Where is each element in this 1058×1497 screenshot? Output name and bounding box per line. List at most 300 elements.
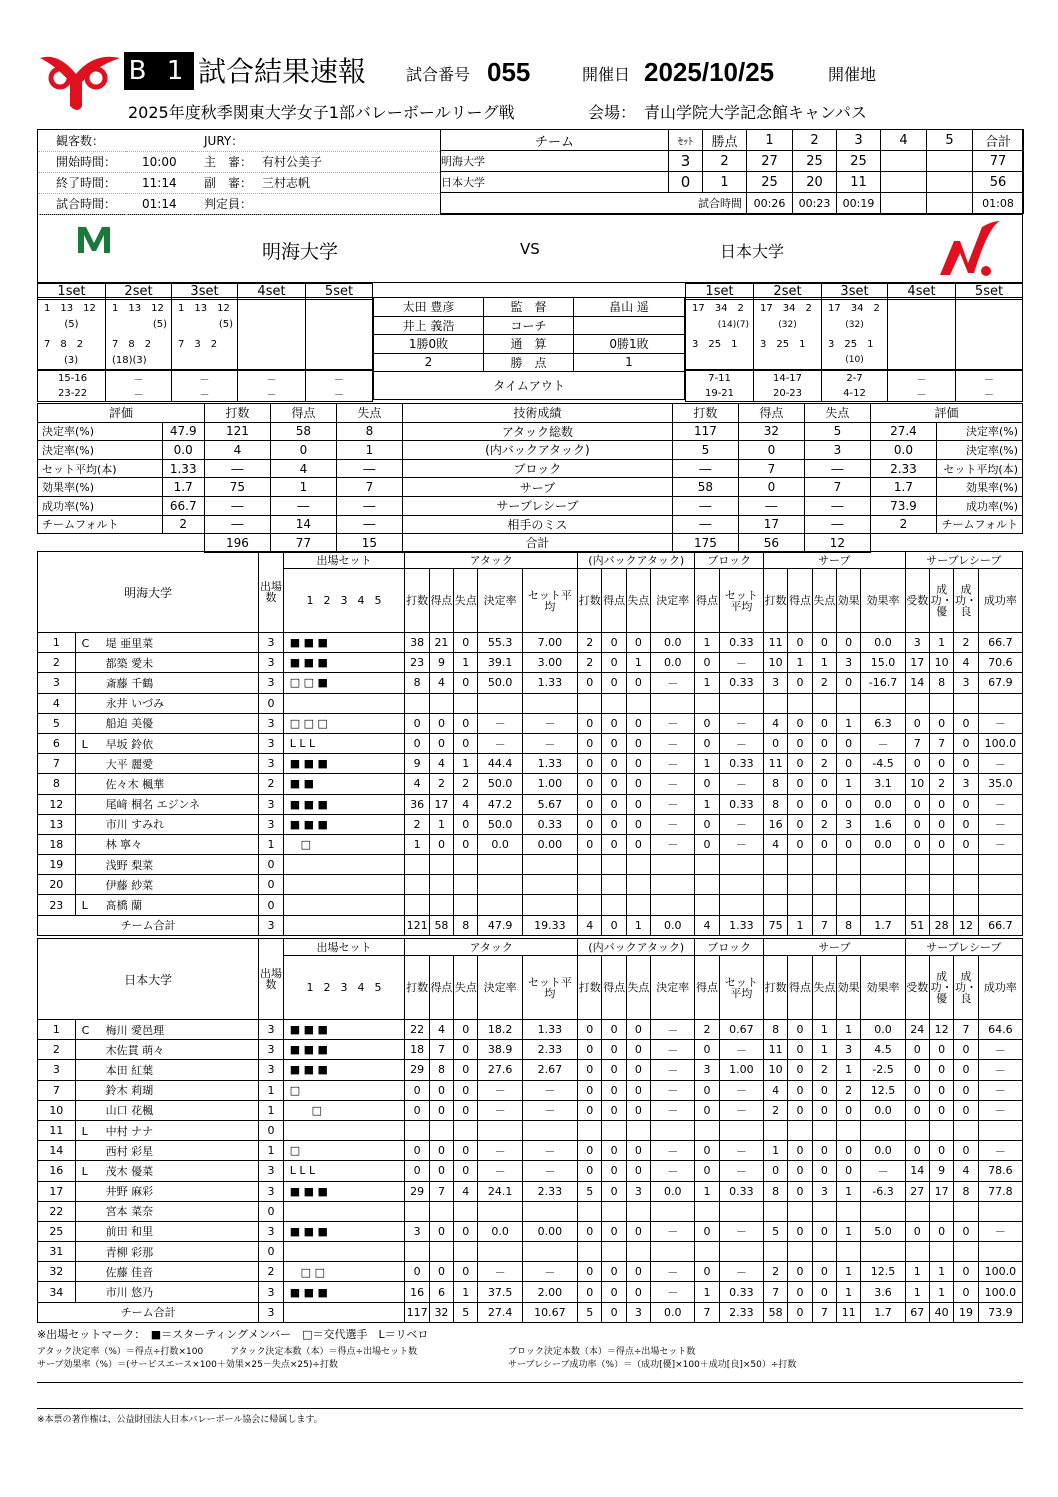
- timeout-score: －: [238, 371, 306, 387]
- stat-value: [405, 875, 429, 895]
- stat-value: 0: [454, 1100, 478, 1120]
- stat-value: 2: [763, 1262, 787, 1282]
- stat-value: [978, 1120, 1022, 1140]
- stat-value: 117: [405, 1302, 429, 1322]
- appear-header: 出場数: [259, 939, 283, 1020]
- set-number: 5: [374, 981, 382, 994]
- stat-value: －: [478, 1141, 522, 1161]
- player-number: 4: [38, 693, 76, 713]
- stat-value: [454, 1242, 478, 1262]
- stat-value: 1: [695, 1282, 719, 1302]
- set-header: ｾｯﾄ: [669, 130, 703, 151]
- stat-value: 0: [812, 834, 836, 854]
- stat-value: －: [719, 1100, 763, 1120]
- stat-value: 0: [454, 1141, 478, 1161]
- stat-value: 67: [905, 1302, 929, 1322]
- stat-value: 0: [626, 1262, 650, 1282]
- stat-value: 18.2: [478, 1020, 522, 1040]
- stat-value: 0: [763, 733, 787, 753]
- stat-value: 0: [602, 1020, 626, 1040]
- stat-value: [763, 693, 787, 713]
- stat-value: 3: [905, 633, 929, 653]
- player-name-text: 斎藤 千鶴: [105, 676, 154, 690]
- player-number: 17: [38, 1181, 76, 1201]
- eval-value: 73.9: [870, 496, 936, 515]
- set-number: 3: [340, 594, 348, 607]
- stat-value: [905, 855, 929, 875]
- stat-value: 0: [626, 1040, 650, 1060]
- eval-label: セット平均(本): [936, 459, 1022, 478]
- stat-value: 0.0: [861, 1020, 905, 1040]
- eval-value: 1.33: [162, 459, 204, 478]
- stat-value: [626, 1201, 650, 1221]
- stat-value: 0: [578, 1020, 602, 1040]
- staff-table: [373, 297, 685, 400]
- stat-value: 18: [405, 1040, 429, 1060]
- player-name: [75, 1221, 259, 1241]
- stat-value: ―: [672, 515, 738, 534]
- set-number: 3: [340, 981, 348, 994]
- stat-value: 17: [429, 794, 453, 814]
- stat-value: 0: [405, 1100, 429, 1120]
- evaluation-table: [37, 403, 1023, 553]
- stat-value: [454, 693, 478, 713]
- stat-value: 9: [429, 653, 453, 673]
- stat-value: 15.0: [861, 653, 905, 673]
- stat-value: 4: [429, 1020, 453, 1040]
- stat-value: -16.7: [861, 673, 905, 693]
- stat-header: 打数: [763, 956, 787, 1020]
- stat-value: －: [522, 1262, 577, 1282]
- stat-value: －: [522, 1100, 577, 1120]
- stat-value: [626, 875, 650, 895]
- stat-value: 0: [905, 713, 929, 733]
- stat-value: 12: [954, 915, 978, 935]
- stat-value: 5: [578, 1302, 602, 1322]
- stat-value: [763, 1120, 787, 1140]
- stat-value: 0.33: [719, 673, 763, 693]
- timeout-score: 15-16: [38, 371, 106, 387]
- stat-value: 0: [954, 834, 978, 854]
- stat-value: ―: [738, 496, 804, 515]
- stat-header: 決定率: [478, 569, 522, 633]
- stat-value: 0: [695, 733, 719, 753]
- appear-count: 0: [259, 895, 283, 915]
- stat-value: 58: [270, 422, 336, 441]
- stat-value: 16: [763, 814, 787, 834]
- stat-value: 4: [204, 441, 270, 460]
- attempts-header: 打数: [672, 404, 738, 423]
- stat-value: 0.0: [861, 1100, 905, 1120]
- asst-coach-label: コーチ: [484, 316, 574, 335]
- points-away: 1: [574, 353, 685, 372]
- stat-value: 7: [812, 1302, 836, 1322]
- set-marks: □ □ □: [283, 713, 405, 733]
- stat-value: [788, 875, 812, 895]
- stat-value: 6.3: [861, 713, 905, 733]
- player-name-text: 堤 亜里菜: [105, 636, 154, 650]
- stat-value: 11: [763, 633, 787, 653]
- rotation: (18)(3): [106, 352, 172, 370]
- stat-value: －: [651, 1161, 695, 1181]
- hall-label: 会場：: [588, 103, 637, 122]
- eval-value: [870, 534, 936, 553]
- player-name: [75, 1060, 259, 1080]
- player-name-text: 茂木 優菜: [105, 1164, 154, 1178]
- stat-value: －: [651, 834, 695, 854]
- stat-value: 0: [602, 1282, 626, 1302]
- stat-value: -2.5: [861, 1060, 905, 1080]
- attack-header: アタック: [405, 552, 578, 569]
- stat-value: [626, 693, 650, 713]
- stat-value: [929, 1201, 953, 1221]
- set-marks: ■ ■: [283, 774, 405, 794]
- team-header: チーム: [441, 130, 669, 151]
- stat-value: 2: [812, 673, 836, 693]
- stat-value: 1.7: [861, 915, 905, 935]
- stat-value: 66.7: [978, 915, 1022, 935]
- stat-value: 1.33: [522, 673, 577, 693]
- stat-value: [651, 1242, 695, 1262]
- rotation: (14)(7): [686, 316, 754, 334]
- stat-value: 12.5: [861, 1262, 905, 1282]
- team-name: 日本大学: [441, 172, 669, 193]
- stat-value: 0: [578, 1080, 602, 1100]
- player-name-text: 浅野 梨菜: [105, 858, 154, 872]
- stat-value: 0: [837, 834, 861, 854]
- team-total-label: チーム合計: [38, 1302, 259, 1322]
- stat-value: 0: [905, 814, 929, 834]
- stat-value: 9: [929, 1161, 953, 1181]
- stat-header: 効果: [837, 956, 861, 1020]
- stat-value: －: [719, 1141, 763, 1161]
- stat-value: 2.33: [522, 1040, 577, 1060]
- stat-value: －: [478, 1100, 522, 1120]
- stat-value: －: [978, 713, 1022, 733]
- match-date: 2025/10/25: [644, 57, 775, 87]
- stat-value: 1: [837, 1221, 861, 1241]
- stat-value: 0: [954, 1141, 978, 1161]
- stat-value: [454, 1201, 478, 1221]
- timeout-score: －: [172, 386, 238, 402]
- player-name: [75, 895, 259, 915]
- stat-value: [405, 1201, 429, 1221]
- stat-value: 0: [602, 774, 626, 794]
- timeout-score: －: [172, 371, 238, 387]
- stat-value: －: [478, 1262, 522, 1282]
- away-team-name: 日本大学: [720, 242, 785, 261]
- stat-value: [763, 1201, 787, 1221]
- record-home: 1勝0敗: [374, 335, 484, 354]
- stat-value: 4: [429, 673, 453, 693]
- stat-value: [651, 855, 695, 875]
- stat-value: [522, 875, 577, 895]
- stat-value: [954, 1242, 978, 1262]
- stat-value: 0: [578, 754, 602, 774]
- appear-count: 3: [259, 713, 283, 733]
- stat-value: 4.5: [861, 1040, 905, 1060]
- stat-value: 1: [929, 1282, 953, 1302]
- stat-value: 0: [454, 1020, 478, 1040]
- stat-value: 67.9: [978, 673, 1022, 693]
- stat-value: 22: [405, 1020, 429, 1040]
- stat-value: －: [978, 834, 1022, 854]
- stat-value: 0: [578, 1100, 602, 1120]
- stat-value: 2: [454, 774, 478, 794]
- referee1: 有村公美子: [262, 151, 440, 172]
- stat-value: 0.0: [651, 653, 695, 673]
- timeout-score: －: [238, 386, 306, 402]
- stat-value: ―: [336, 496, 402, 515]
- stat-value: [602, 875, 626, 895]
- stat-value: [861, 875, 905, 895]
- stat-value: 0: [788, 1080, 812, 1100]
- stat-value: [978, 855, 1022, 875]
- player-number: 32: [38, 1262, 76, 1282]
- stat-value: 0: [602, 1100, 626, 1120]
- set2-header: 2: [793, 130, 837, 151]
- stat-value: 28: [929, 915, 953, 935]
- stat-value: [861, 855, 905, 875]
- stat-value: 3.6: [861, 1282, 905, 1302]
- player-name: [75, 713, 259, 733]
- duration-label: 試合時間：: [38, 193, 126, 214]
- player-name: [75, 1161, 259, 1181]
- stat-value: 196: [204, 534, 270, 553]
- stat-value: 0: [954, 1080, 978, 1100]
- duration: 01:14: [126, 193, 192, 214]
- stat-value: [602, 1120, 626, 1140]
- team-total-label: チーム合計: [38, 915, 259, 935]
- stat-value: 0.00: [522, 834, 577, 854]
- stat-value: 0: [626, 834, 650, 854]
- stat-value: 0: [905, 1100, 929, 1120]
- set-numbers: [283, 569, 405, 633]
- stat-value: 5.0: [861, 1221, 905, 1241]
- stat-value: 12: [804, 534, 870, 553]
- stat-value: [429, 855, 453, 875]
- eval-label: 決定率(%): [936, 441, 1022, 460]
- stat-value: [478, 1242, 522, 1262]
- stat-header: 失点: [454, 956, 478, 1020]
- player-name-text: 尾﨑 桐名 エジンネ: [105, 798, 201, 812]
- stat-value: 0.33: [719, 754, 763, 774]
- stat-value: －: [719, 1221, 763, 1241]
- stat-value: －: [651, 1040, 695, 1060]
- stat-value: [602, 693, 626, 713]
- stat-value: [405, 1242, 429, 1262]
- stat-value: 0: [578, 1262, 602, 1282]
- stat-value: －: [651, 1221, 695, 1241]
- stat-value: [954, 1120, 978, 1140]
- stat-value: 0: [954, 1040, 978, 1060]
- stat-value: －: [719, 834, 763, 854]
- player-name: [75, 1080, 259, 1100]
- player-number: 5: [38, 713, 76, 733]
- stat-value: [812, 895, 836, 915]
- stat-value: 0: [602, 1080, 626, 1100]
- stat-value: 1: [695, 754, 719, 774]
- stat-value: 0: [454, 1040, 478, 1060]
- set-marks: ■ ■ ■: [283, 653, 405, 673]
- stat-value: 10: [763, 1060, 787, 1080]
- stat-value: －: [978, 794, 1022, 814]
- stat-value: －: [651, 754, 695, 774]
- set-number: 4: [357, 981, 365, 994]
- jvi-logo-icon: [36, 48, 124, 114]
- set-score: 25: [837, 151, 881, 172]
- stat-value: 24.1: [478, 1181, 522, 1201]
- stat-value: －: [651, 1282, 695, 1302]
- stat-value: [905, 693, 929, 713]
- end-time: 11:14: [126, 172, 192, 193]
- attack-header: アタック: [405, 939, 578, 956]
- stat-value: [929, 855, 953, 875]
- stat-value: 0: [929, 1141, 953, 1161]
- stat-value: 0: [788, 774, 812, 794]
- player-name: [75, 754, 259, 774]
- eval-label: 決定率(%): [936, 422, 1022, 441]
- stat-value: 0: [763, 1161, 787, 1181]
- appear-count: 1: [259, 1080, 283, 1100]
- start-time: 10:00: [126, 151, 192, 172]
- stat-value: 0: [626, 1080, 650, 1100]
- stat-header: 成功率: [978, 569, 1022, 633]
- stat-value: [454, 875, 478, 895]
- appear-count: 3: [259, 673, 283, 693]
- stat-value: 0: [578, 834, 602, 854]
- stat-value: [578, 693, 602, 713]
- stat-header: 決定率: [651, 569, 695, 633]
- stat-value: 4: [454, 1181, 478, 1201]
- stat-value: 1: [837, 1060, 861, 1080]
- stat-value: －: [861, 1161, 905, 1181]
- stat-value: 0: [695, 774, 719, 794]
- player-name: [75, 1120, 259, 1140]
- stat-header: 決定率: [651, 956, 695, 1020]
- stat-value: 7.00: [522, 633, 577, 653]
- stat-value: 0: [578, 774, 602, 794]
- stat-value: 16: [405, 1282, 429, 1302]
- stat-value: [861, 693, 905, 713]
- stat-value: [478, 895, 522, 915]
- timeout-score: 7-11: [686, 371, 754, 387]
- stat-value: 40: [929, 1302, 953, 1322]
- player-name-text: 林 寧々: [105, 838, 143, 852]
- appear-count: 3: [259, 1181, 283, 1201]
- timeout-score: 20-23: [754, 386, 822, 402]
- meikai-logo-icon: [74, 225, 148, 259]
- stat-value: 12: [929, 1020, 953, 1040]
- stat-value: 1: [336, 441, 402, 460]
- stat-value: [763, 1242, 787, 1262]
- eval-label: 成功率(%): [936, 496, 1022, 515]
- stat-value: 0: [602, 1302, 626, 1322]
- stat-value: [651, 895, 695, 915]
- stat-header: 打数: [578, 956, 602, 1020]
- stat-value: 0: [954, 1100, 978, 1120]
- stat-value: 12.5: [861, 1080, 905, 1100]
- stat-value: 0: [429, 733, 453, 753]
- stat-value: 1: [812, 1040, 836, 1060]
- stat-value: ―: [336, 459, 402, 478]
- stat-header: 失点: [626, 569, 650, 633]
- stat-value: 175: [672, 534, 738, 553]
- set-label: 5set: [306, 284, 373, 300]
- stat-value: 1: [788, 653, 812, 673]
- stat-value: －: [651, 713, 695, 733]
- stat-value: 1.33: [719, 915, 763, 935]
- stat-value: 75: [204, 478, 270, 497]
- rotation: 1 13 12: [172, 298, 238, 316]
- stat-value: 14: [905, 673, 929, 693]
- stat-value: 0: [929, 713, 953, 733]
- stat-value: 1: [695, 1181, 719, 1201]
- skill-name: サーブ: [402, 478, 672, 497]
- stat-value: 1: [837, 774, 861, 794]
- team-name-header: 日本大学: [38, 939, 259, 1020]
- stat-value: [429, 1242, 453, 1262]
- stat-value: 4: [429, 754, 453, 774]
- stat-value: [651, 1120, 695, 1140]
- stat-value: 3.1: [861, 774, 905, 794]
- stat-value: 0: [905, 1141, 929, 1161]
- stat-value: 1: [454, 653, 478, 673]
- stat-value: 100.0: [978, 1282, 1022, 1302]
- player-name-text: 佐々木 楓華: [105, 777, 165, 791]
- stat-value: 4: [695, 915, 719, 935]
- player-role: L: [81, 1124, 88, 1138]
- stat-value: 38.9: [478, 1040, 522, 1060]
- set-number: 2: [323, 981, 331, 994]
- stat-value: 8: [429, 1060, 453, 1080]
- stat-value: 0: [837, 673, 861, 693]
- stat-value: 11: [837, 1302, 861, 1322]
- record-label: 通 算: [484, 335, 574, 354]
- receive-header: サーブレシーブ: [905, 939, 1022, 956]
- stat-value: 27.6: [478, 1060, 522, 1080]
- appear-count: 3: [259, 733, 283, 753]
- teams-banner: [37, 215, 1023, 283]
- stat-value: 1.6: [861, 814, 905, 834]
- stat-header: 得点: [429, 956, 453, 1020]
- stat-header: 効果率: [861, 956, 905, 1020]
- stat-value: 0: [626, 1060, 650, 1080]
- stat-value: [429, 1120, 453, 1140]
- stat-value: 4: [763, 834, 787, 854]
- stat-value: 1: [763, 1141, 787, 1161]
- stat-header: 受数: [905, 956, 929, 1020]
- stat-value: 1.33: [522, 1020, 577, 1040]
- stat-value: 0.0: [861, 633, 905, 653]
- away-rotation: [685, 297, 1023, 370]
- stat-value: [405, 693, 429, 713]
- eval-value: 1.7: [162, 478, 204, 497]
- referee2: 三村志帆: [262, 172, 440, 193]
- divider: [37, 1382, 1023, 1383]
- stat-value: －: [651, 1100, 695, 1120]
- rotation: 17 34 2: [754, 298, 822, 316]
- stat-header: セット平均: [719, 956, 763, 1020]
- stat-value: 0: [812, 1141, 836, 1161]
- stat-value: [812, 1120, 836, 1140]
- set-marks: ■ ■ ■: [283, 754, 405, 774]
- stat-value: 77.8: [978, 1181, 1022, 1201]
- stat-value: －: [978, 1080, 1022, 1100]
- stat-value: －: [651, 673, 695, 693]
- stat-value: －: [651, 1080, 695, 1100]
- rotation: (5): [38, 316, 106, 334]
